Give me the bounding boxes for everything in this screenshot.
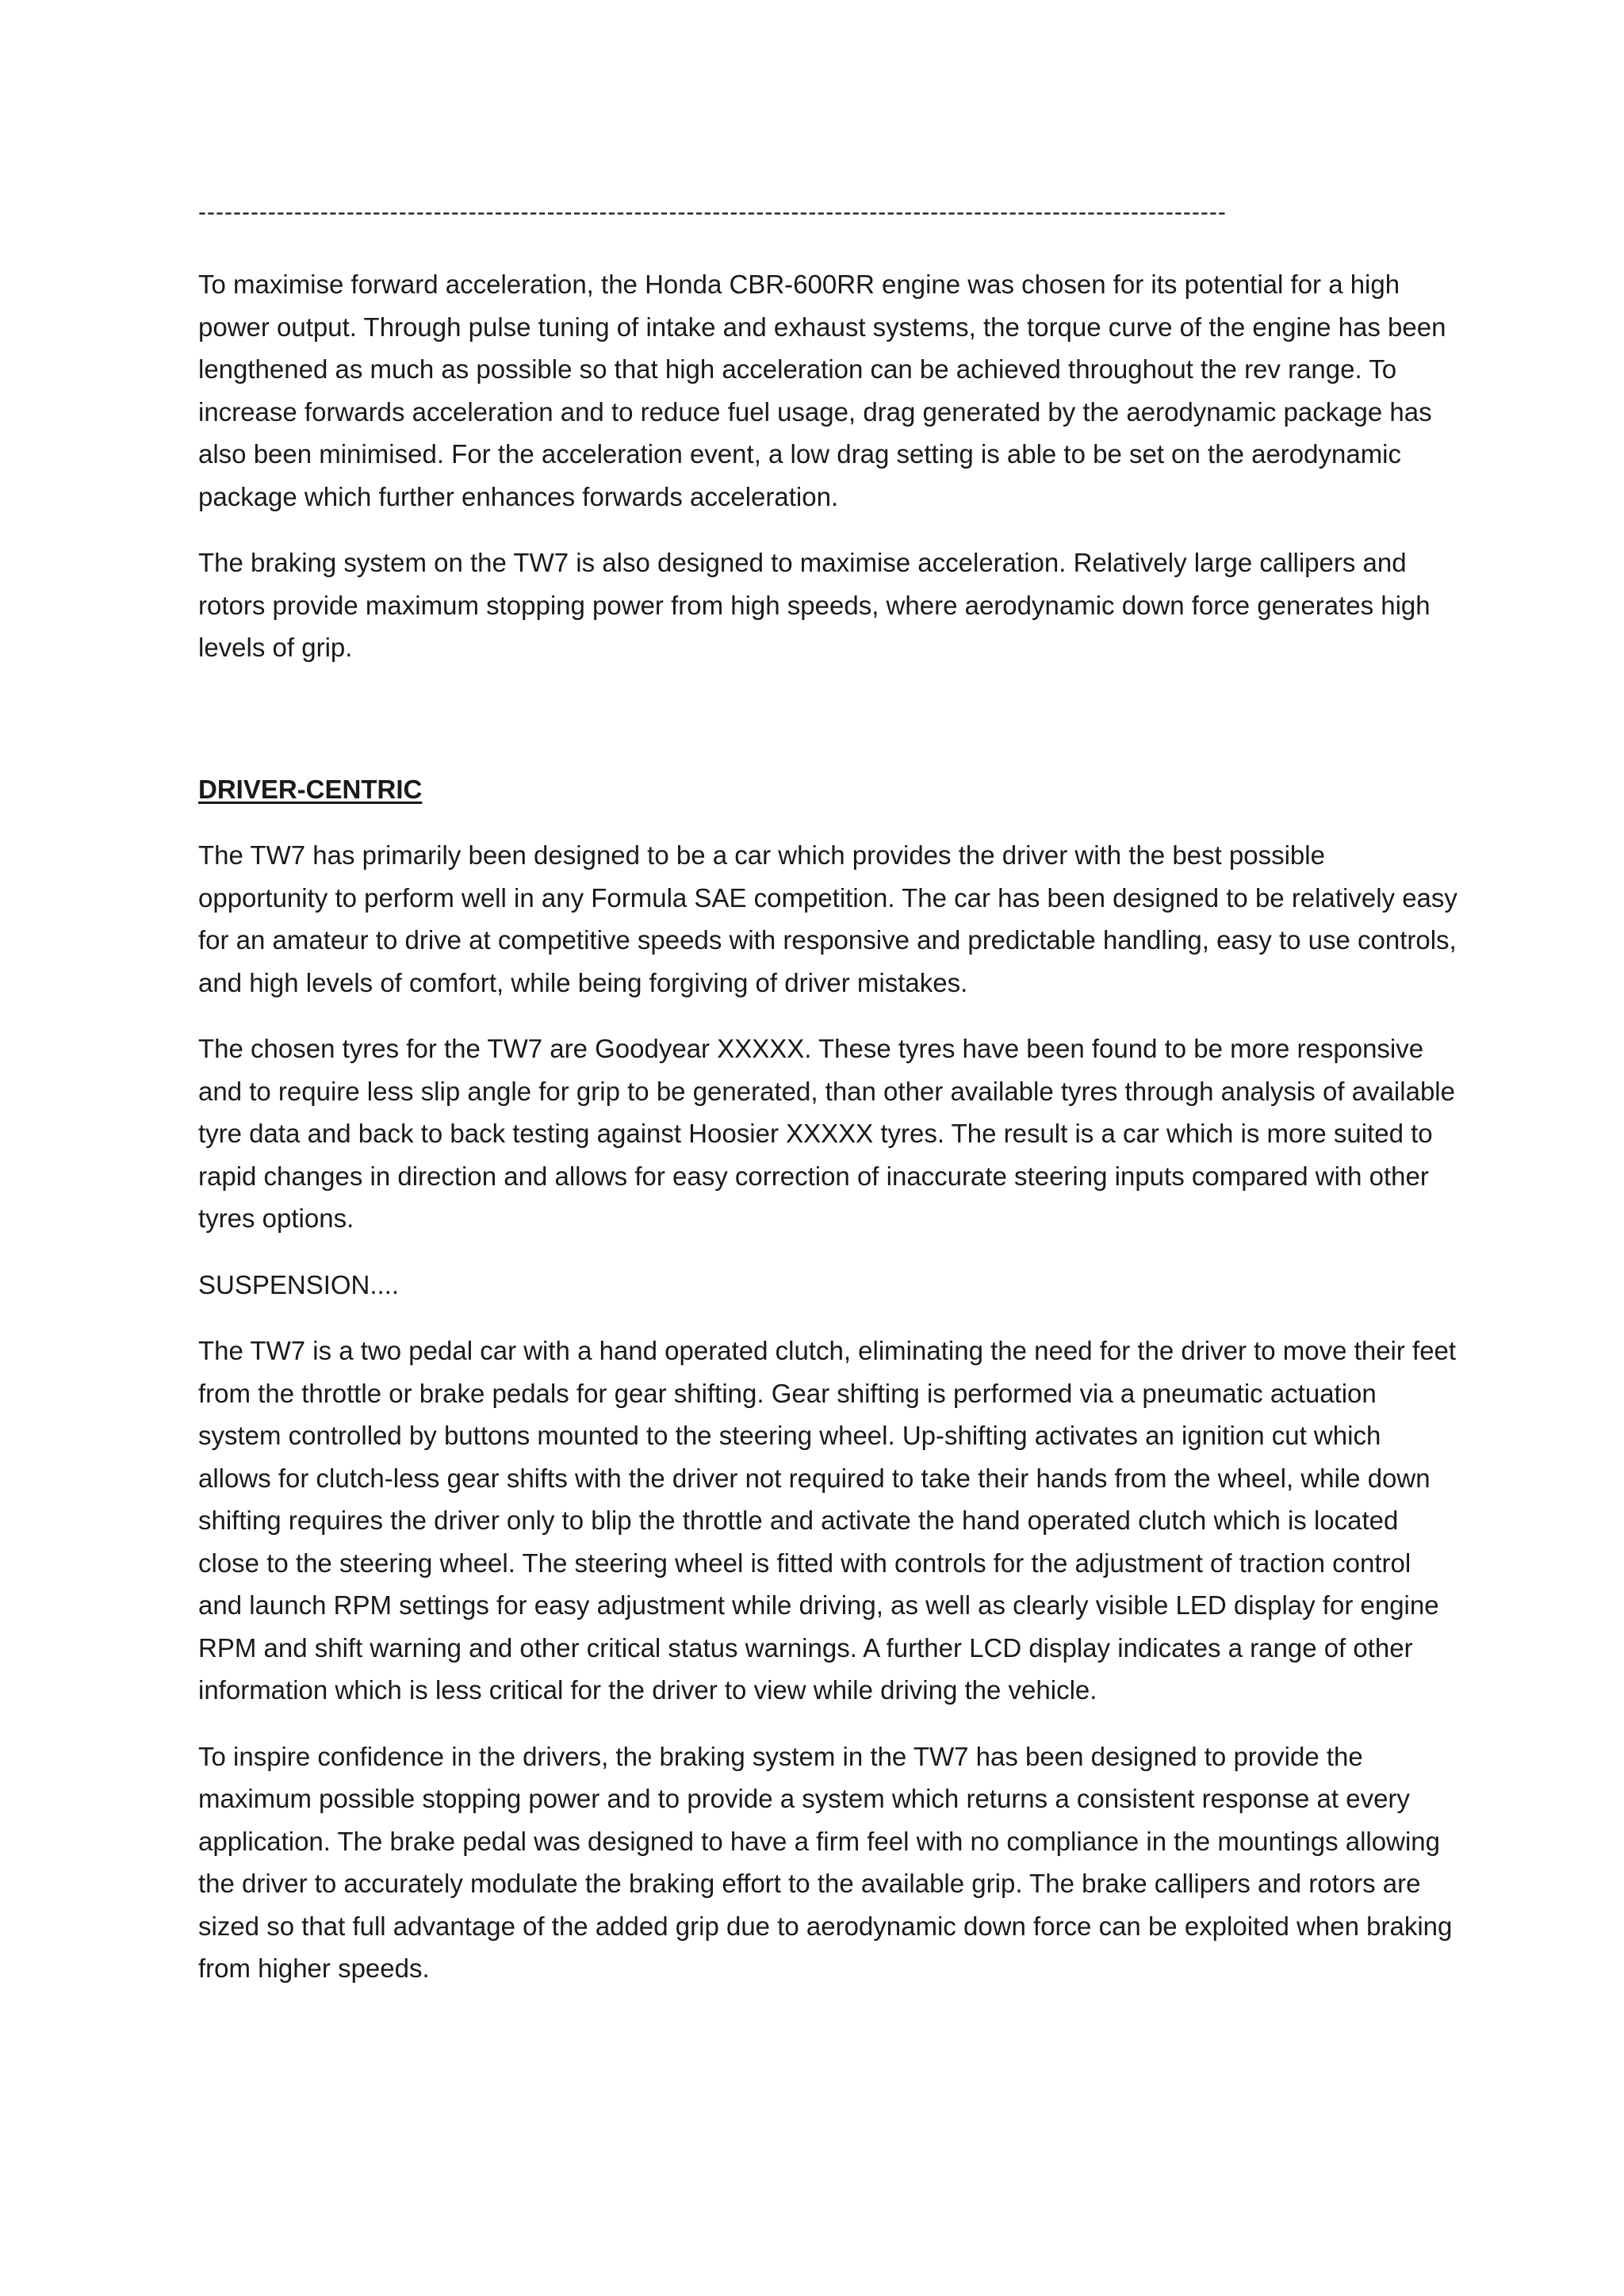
section-heading-driver-centric: DRIVER-CENTRIC <box>198 774 423 804</box>
paragraph-suspension: SUSPENSION.... <box>198 1269 400 1299</box>
document-body <box>198 197 1459 1990</box>
paragraph-braking-confidence: To inspire confidence in the drivers, the braking system in the TW7 has been designed to provide the maximum possible stopping power and to provide a system which returns a consistent response at every application. The brake pedal was designed to have a firm feel with no compliance in the mountings allowing the driver to accurately modulate the braking effort to the available grip. The brake callipers and rotors are sized so that full advantage of the added grip due to aerodynamic down force can be exploited when braking from higher speeds. <box>198 1741 1453 1983</box>
paragraph-acceleration-engine: To maximise forward acceleration, the Honda CBR-600RR engine was chosen for its potential for a high power output. Through pulse tuning of intake and exhaust systems, the torque curve of the engine has been lengthened as much as possible so that high acceleration can be achieved throughout the rev range. To increase forwards acceleration and to reduce fuel usage, drag generated by the aerodynamic package has also been minimised. For the acceleration event, a low drag setting is able to be set on the aerodynamic package which further enhances forwards acceleration. <box>198 270 1446 511</box>
paragraph-driver-design: The TW7 has primarily been designed to be a car which provides the driver with the best possible opportunity to perform well in any Formula SAE competition. The car has been designed to be relatively easy for an amateur to drive at competitive speeds with responsive and predictable handling, easy to use controls, and high levels of comfort, while being forgiving of driver mistakes. <box>198 840 1457 997</box>
separator-line: ---------------------------------------------------------------------------------------------------------------------- <box>198 199 1227 225</box>
paragraph-controls: The TW7 is a two pedal car with a hand operated clutch, eliminating the need for the driver to move their feet from the throttle or brake pedals for gear shifting. Gear shifting is performed via a pneumatic actuation system controlled by buttons mounted to the steering wheel. Up-shifting activates an ignition cut which allows for clutch-less gear shifts with the driver not required to take their hands from the wheel, while down shifting requires the driver only to blip the throttle and activate the hand operated clutch which is located close to the steering wheel. The steering wheel is fitted with controls for the adjustment of traction control and launch RPM settings for easy adjustment while driving, as well as clearly visible LED display for engine RPM and shift warning and other critical status warnings. A further LCD display indicates a range of other information which is less critical for the driver to view while driving the vehicle. <box>198 1336 1457 1705</box>
paragraph-tyres: The chosen tyres for the TW7 are Goodyear XXXXX. These tyres have been found to be more responsive and to require less slip angle for grip to be generated, than other available tyres through analysis of available tyre data and back to back testing against Hoosier XXXXX tyres. The result is a car which is more suited to rapid changes in direction and allows for easy correction of inaccurate steering inputs compared with other tyres options. <box>198 1034 1455 1233</box>
paragraph-acceleration-braking: The braking system on the TW7 is also designed to maximise acceleration. Relatively large callipers and rotors provide maximum stopping power from high speeds, where aerodynamic down force generates high levels of grip. <box>198 548 1431 662</box>
